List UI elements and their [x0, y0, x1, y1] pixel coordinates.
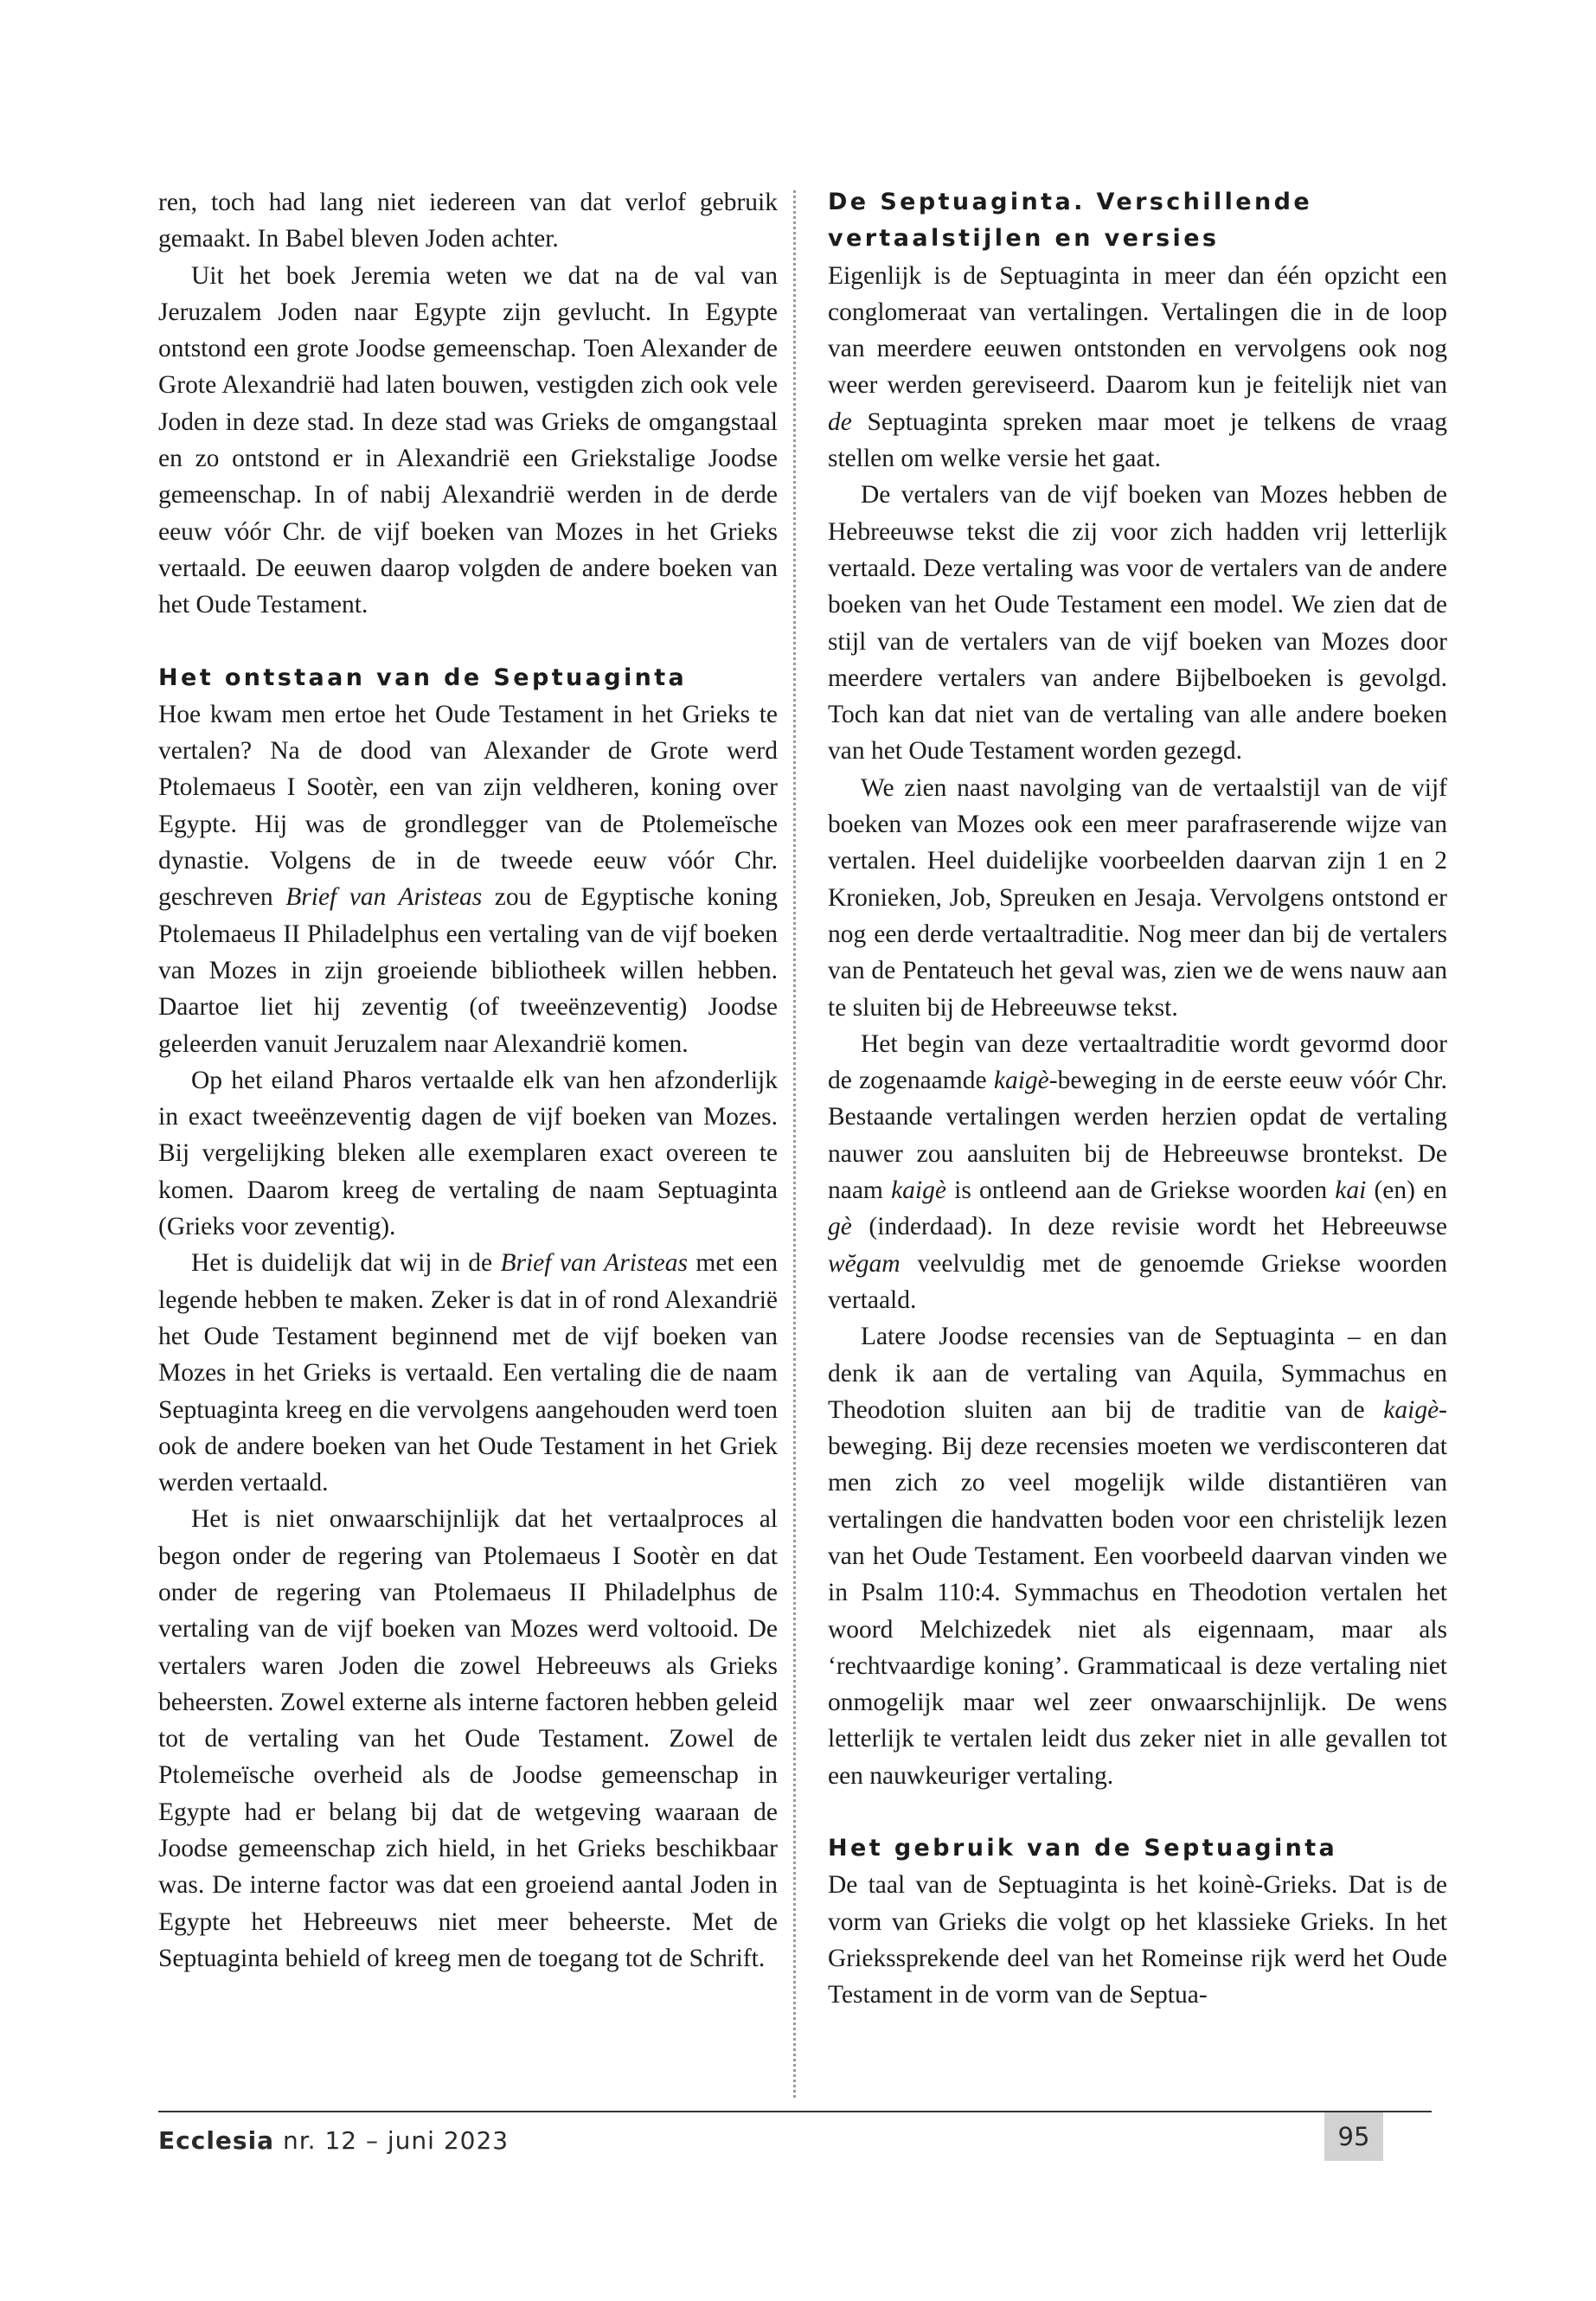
italic-word: kaigè [1383, 1395, 1439, 1424]
paragraph: Het begin van deze vertaaltraditie wordt gevormd door de zogenaamde kaigè-beweging in de eerste eeuw vóór Chr. Bestaande vertalingen werden herzien opdat de vertaling nauwer zou aansluiten bij de Hebreeuwse brontekst. De naam kaigè is ontleend aan de Griekse woorden kai (en) en gè (inderdaad). In deze revisie wordt het Hebreeuwse wĕgam veelvuldig met de genoemde Griekse woorden vertaald. [828, 1029, 1447, 1314]
paragraph: Het is duidelijk dat wij in de Brief van Aristeas met een legende hebben te maken. Zeker is dat in of rond Alexandrië het Oude Testament beginnend met de vijf boeken van Mozes in het Grieks is vertaald. Een vertaling die de naam Septuaginta kreeg en die vervolgens aangehouden werd toen ook de andere boeken van het Oude Testament in het Griek werden vertaald. [158, 1249, 778, 1497]
italic-title: Brief van Aristeas [285, 883, 483, 912]
paragraph: De vertalers van de vijf boeken van Mozes hebben de Hebreeuwse tekst die zij voor zich hadden vrij letterlijk vertaald. Deze vertaling was voor de vertalers van de andere boeken van het Oude Testament een model. We zien dat de stijl van de vertalers van de vijf boeken van Mozes door meerdere vertalers van andere Bijbelboeken is gevolgd. Toch kan dat niet van de vertaling van alle andere boeken van het Oude Testament worden gezegd. [828, 481, 1447, 766]
column-divider [793, 190, 796, 2098]
paragraph: Op het eiland Pharos vertaalde elk van hen afzonderlijk in exact tweeënzeventig dagen de vijf boeken van Mozes. Bij vergelijking bleken alle exemplaren exact overeen te komen. Daarom kreeg de vertaling de naam Septuaginta (Grieks voor zeventig). [158, 1066, 778, 1241]
paragraph: Uit het boek Jeremia weten we dat na de val van Jeruzalem Joden naar Egypte zijn gevlucht. In Egypte ontstond een grote Joodse gemeenschap. Toen Alexander de Grote Alexandrië had laten bouwen, vestigden zich ook vele Joden in deze stad. In deze stad was Grieks de omgangstaal en zo ontstond er in Alexandrië een Griekstalige Joodse gemeenschap. In of nabij Alexandrië werden in de derde eeuw vóór Chr. de vijf boeken van Mozes in het Grieks vertaald. De eeuwen daarop volgden de andere boeken van het Oude Testament. [158, 261, 778, 619]
paragraph: Latere Joodse recensies van de Septuaginta – en dan denk ik aan de vertaling van Aquila, Symmachus en Theodotion sluiten aan bij de traditie van de kaigè-beweging. Bij deze recensies moeten we verdisconteren dat men zich zo veel mogelijk wilde distantiëren van vertalingen die handvatten boden voor een christelijk lezen van het Oude Testament. Een voorbeeld daarvan vinden we in Psalm 110:4. Symmachus en Theodotion vertalen het woord Melchizedek niet als eigennaam, maar als ‘rechtvaardige koning’. Grammaticaal is deze vertaling niet onmogelijk maar wel zeer onwaarschijnlijk. De wens letterlijk te vertalen leidt dus zeker niet in alle gevallen tot een nauwkeuriger vertaling. [828, 1323, 1447, 1790]
italic-word: kai [1335, 1176, 1367, 1205]
section-heading: Het ontstaan van de Septuaginta [158, 663, 688, 691]
italic-title: Brief van Aristeas [500, 1249, 689, 1278]
section-heading: De Septuaginta. Verschillende vertaalstijlen en versies [828, 189, 1313, 253]
footer [158, 2118, 509, 2164]
paragraph: Het is niet onwaarschijnlijk dat het vertaalproces al begon onder de regering van Ptolemaeus I Sootèr en dat onder de regering van Ptolemaeus II Philadelphus de vertaling van de vijf boeken van Mozes werd voltooid. De vertalers waren Joden die zowel Hebreeuws als Grieks beheersten. Zowel externe als interne factoren hebben geleid tot de vertaling van het Oude Testament. Zowel de Ptolemeïsche overheid als de Joodse gemeenschap in Egypte had er belang bij dat de wetgeving waaraan de Joodse gemeenschap zich hield, in het Grieks beschikbaar was. De interne factor was dat een groeiend aantal Joden in Egypte het Hebreeuws niet meer beheerste. Met de Septuaginta behield of kreeg men de toegang tot de Schrift. [158, 1505, 778, 1972]
italic-word: gè [828, 1213, 852, 1241]
paragraph: We zien naast navolging van de vertaalstijl van de vijf boeken van Mozes ook een meer parafraserende wijze van vertalen. Heel duidelijke voorbeelden daarvan zijn 1 en 2 Kronieken, Job, Spreuken en Jesaja. Vervolgens ontstond er nog een derde vertaaltraditie. Nog meer dan bij de vertalers van de Pentateuch het geval was, zien we de wens nauw aan te sluiten bij de Hebreeuwse tekst. [828, 773, 1447, 1022]
right-column [828, 184, 1447, 2014]
italic-word: wĕgam [828, 1249, 901, 1278]
page-number: 95 [1324, 2112, 1383, 2161]
italic-word: kaigè [993, 1067, 1049, 1095]
footer-rule [158, 2111, 1432, 2112]
section-heading: Het gebruik van de Septuaginta [828, 1835, 1338, 1862]
paragraph: Eigenlijk is de Septuaginta in meer dan één opzicht een conglomeraat van vertalingen. Vertalingen die in de loop van meerdere eeuwen ontstonden en vervolgens ook nog weer werden gereviseerd. Daarom kun je feitelijk niet van de Septuaginta spreken maar moet je telkens de vraag stellen om welke versie het gaat. [828, 261, 1447, 473]
paragraph: Hoe kwam men ertoe het Oude Testament in het Grieks te vertalen? Na de dood van Alexander de Grote werd Ptolemaeus I Sootèr, een van zijn veldheren, koning over Egypte. Hij was de grondlegger van de Ptolemeïsche dynastie. Volgens de in de tweede eeuw vóór Chr. geschreven Brief van Aristeas zou de Egyptische koning Ptolemaeus II Philadelphus een vertaling van de vijf boeken van Mozes in zijn groeiende bibliotheek willen hebben. Daartoe liet hij zeventig (of tweeënzeventig) Joodse geleerden vanuit Jeruzalem naar Alexandrië komen. [158, 700, 778, 1058]
paragraph: De taal van de Septuaginta is het koinè-Grieks. Dat is de vorm van Grieks die volgt op het klassieke Grieks. In het Griekssprekende deel van het Romeinse rijk werd het Oude Testament in de vorm van de Septua- [828, 1871, 1447, 2009]
italic-word: kaigè [891, 1176, 946, 1205]
italic-word: de [828, 407, 852, 436]
issue-info: nr. 12 – juni 2023 [282, 2126, 510, 2155]
left-column [158, 184, 778, 1977]
magazine-name: Ecclesia [158, 2126, 275, 2155]
paragraph: ren, toch had lang niet iedereen van dat verlof gebruik gemaakt. In Babel bleven Joden achter. [158, 189, 778, 253]
